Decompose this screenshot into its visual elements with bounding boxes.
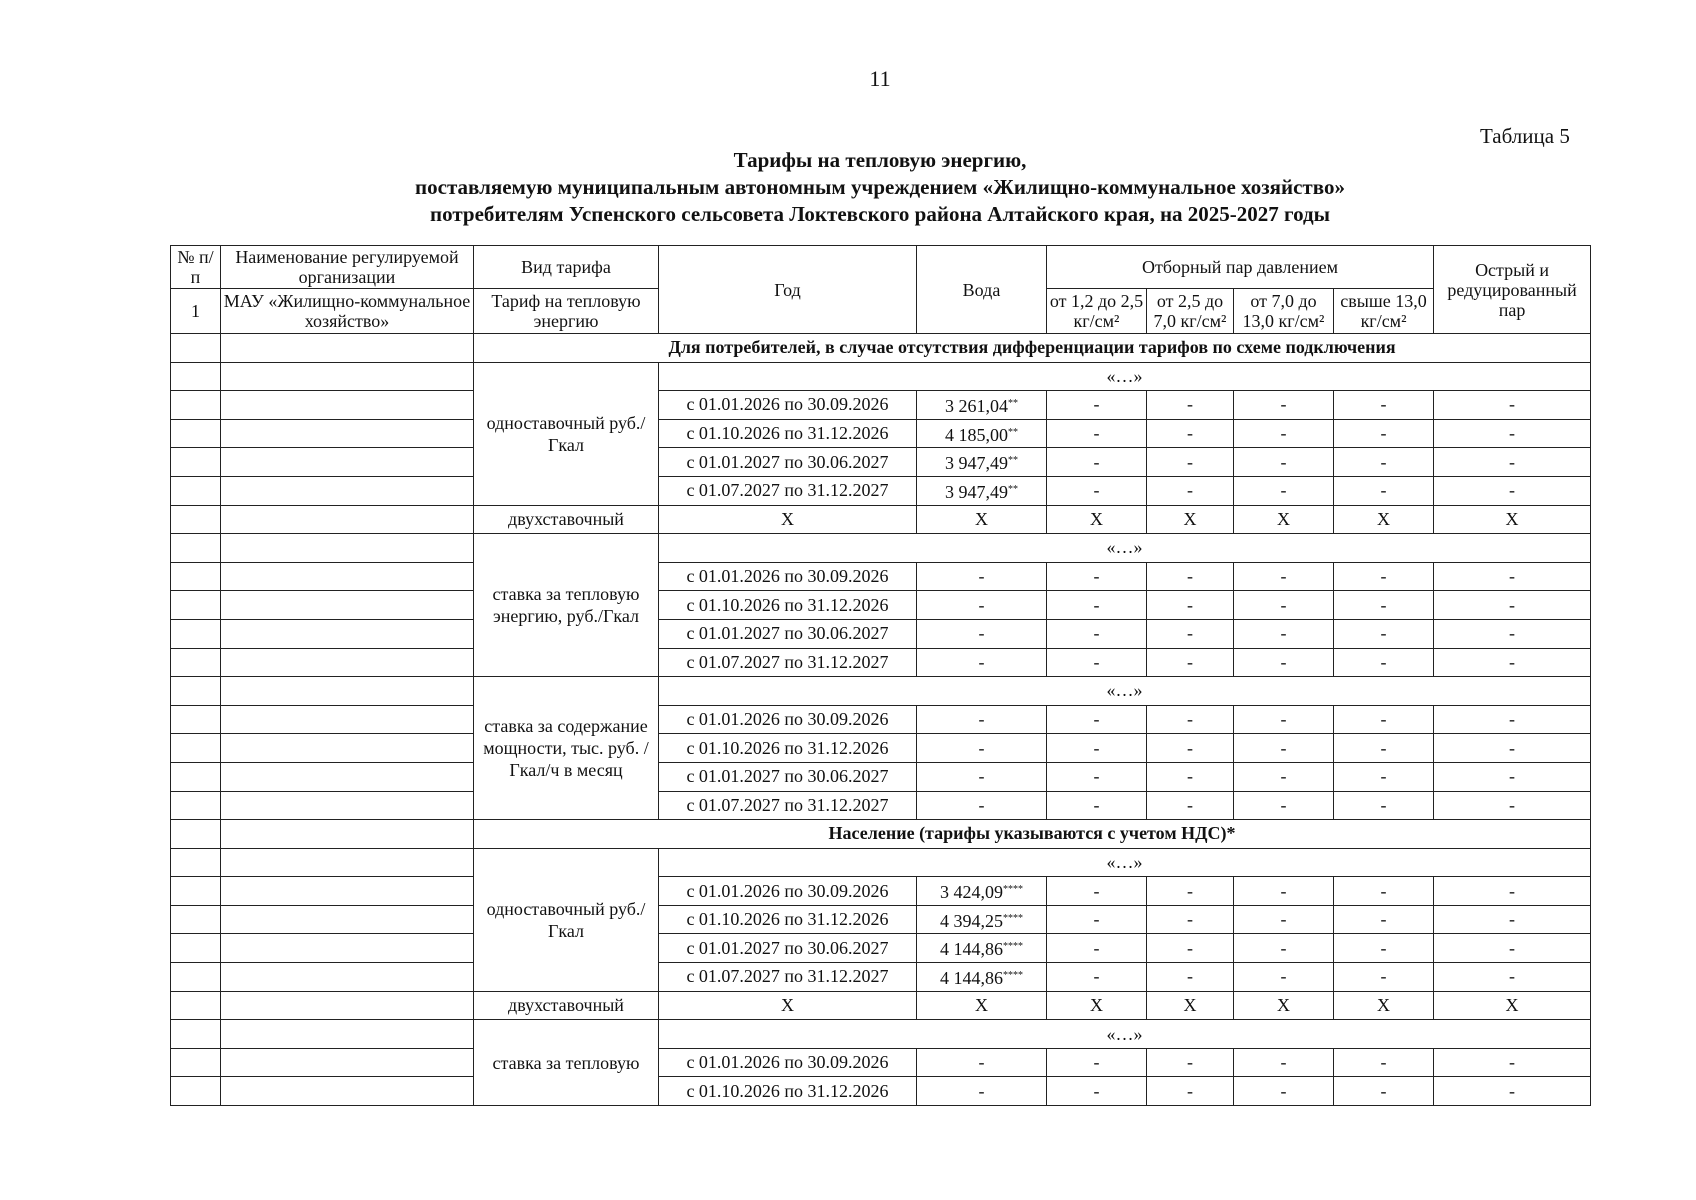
table-row xyxy=(171,905,1591,934)
dash-cell: - xyxy=(1047,963,1147,992)
section-heading: Для потребителей, в случае отсутствия дифференциации тарифов по схеме подключения xyxy=(474,334,1591,363)
table-row xyxy=(171,1077,1591,1106)
x-cell: X xyxy=(1234,991,1334,1020)
empty-cell xyxy=(171,762,221,791)
empty-cell xyxy=(221,705,474,734)
table-row xyxy=(171,505,1591,534)
ellipsis-cell: «…» xyxy=(659,1020,1591,1049)
empty-cell xyxy=(221,820,474,849)
empty-cell xyxy=(171,934,221,963)
period-cell: с 01.10.2026 по 31.12.2026 xyxy=(659,734,917,763)
tariff-two-rate: двухставочный xyxy=(474,991,659,1020)
dash-cell: - xyxy=(1334,705,1434,734)
page-number: 11 xyxy=(869,66,891,91)
tariff-single-rate: одноставочный руб./Гкал xyxy=(474,362,659,505)
dash-cell: - xyxy=(1047,476,1147,505)
header-steam-1: от 1,2 до 2,5 кг/см² xyxy=(1047,289,1147,334)
dash-cell: - xyxy=(1234,905,1334,934)
dash-cell: - xyxy=(917,619,1047,648)
dash-cell: - xyxy=(1147,648,1234,677)
empty-cell xyxy=(171,791,221,820)
period-cell: с 01.01.2027 по 30.06.2027 xyxy=(659,762,917,791)
dash-cell: - xyxy=(1334,391,1434,420)
period-cell: с 01.01.2026 по 30.09.2026 xyxy=(659,1048,917,1077)
empty-cell xyxy=(221,877,474,906)
dash-cell: - xyxy=(1434,734,1591,763)
value-text: 3 424,09 xyxy=(940,882,1003,903)
table-row xyxy=(171,934,1591,963)
dash-cell: - xyxy=(1434,648,1591,677)
header-steam-3: от 7,0 до 13,0 кг/см² xyxy=(1234,289,1334,334)
dash-cell: - xyxy=(1334,1048,1434,1077)
ellipsis-cell: «…» xyxy=(659,677,1591,706)
footnote-mark: ** xyxy=(1008,455,1018,467)
table-row xyxy=(171,1020,1591,1049)
table-row xyxy=(171,591,1591,620)
water-value xyxy=(917,391,1047,420)
document-title xyxy=(200,147,1560,228)
header-year: Год xyxy=(659,246,917,334)
dash-cell: - xyxy=(1147,1077,1234,1106)
dash-cell: - xyxy=(917,762,1047,791)
period-cell: с 01.01.2026 по 30.09.2026 xyxy=(659,877,917,906)
value-text: 3 261,04 xyxy=(945,395,1008,416)
dash-cell: - xyxy=(1147,419,1234,448)
dash-cell: - xyxy=(1047,1048,1147,1077)
footnote-mark: **** xyxy=(1003,941,1023,953)
dash-cell: - xyxy=(1234,877,1334,906)
period-cell: с 01.01.2027 по 30.06.2027 xyxy=(659,448,917,477)
empty-cell xyxy=(221,677,474,706)
x-cell: X xyxy=(1047,505,1147,534)
empty-cell xyxy=(171,648,221,677)
empty-cell xyxy=(171,848,221,877)
x-cell: X xyxy=(1234,505,1334,534)
dash-cell: - xyxy=(917,791,1047,820)
x-cell: X xyxy=(659,991,917,1020)
empty-cell xyxy=(221,334,474,363)
dash-cell: - xyxy=(1434,762,1591,791)
empty-cell xyxy=(221,762,474,791)
dash-cell: - xyxy=(1434,791,1591,820)
dash-cell: - xyxy=(1234,648,1334,677)
value-text: 4 185,00 xyxy=(945,424,1008,445)
ellipsis-cell: «…» xyxy=(659,534,1591,563)
dash-cell: - xyxy=(1047,391,1147,420)
empty-cell xyxy=(221,391,474,420)
dash-cell: - xyxy=(1434,905,1591,934)
dash-cell: - xyxy=(1434,448,1591,477)
dash-cell: - xyxy=(1234,934,1334,963)
dash-cell: - xyxy=(1147,762,1234,791)
dash-cell: - xyxy=(1434,619,1591,648)
period-cell: с 01.01.2026 по 30.09.2026 xyxy=(659,391,917,420)
dash-cell: - xyxy=(1434,705,1591,734)
dash-cell: - xyxy=(1047,648,1147,677)
empty-cell xyxy=(221,562,474,591)
header-steam-2: от 2,5 до 7,0 кг/см² xyxy=(1147,289,1234,334)
empty-cell xyxy=(171,362,221,391)
empty-cell xyxy=(171,419,221,448)
dash-cell: - xyxy=(1434,562,1591,591)
dash-cell: - xyxy=(1147,734,1234,763)
dash-cell: - xyxy=(1334,1077,1434,1106)
dash-cell: - xyxy=(1234,619,1334,648)
empty-cell xyxy=(221,934,474,963)
header-tariff-type: Вид тарифа xyxy=(474,246,659,289)
empty-cell xyxy=(221,419,474,448)
period-cell: с 01.10.2026 по 31.12.2026 xyxy=(659,1077,917,1106)
table-row xyxy=(171,677,1591,706)
period-cell: с 01.01.2026 по 30.09.2026 xyxy=(659,562,917,591)
period-cell: с 01.01.2027 по 30.06.2027 xyxy=(659,934,917,963)
dash-cell: - xyxy=(1234,1048,1334,1077)
empty-cell xyxy=(221,476,474,505)
table-row xyxy=(171,963,1591,992)
footnote-mark: ** xyxy=(1008,426,1018,438)
table-row xyxy=(171,734,1591,763)
dash-cell: - xyxy=(1234,591,1334,620)
table-row xyxy=(171,448,1591,477)
dash-cell: - xyxy=(1334,734,1434,763)
tariff-rate-energy: ставка за тепловую xyxy=(474,1020,659,1106)
dash-cell: - xyxy=(1434,391,1591,420)
empty-cell xyxy=(171,677,221,706)
dash-cell: - xyxy=(1147,391,1234,420)
period-cell: с 01.01.2027 по 30.06.2027 xyxy=(659,619,917,648)
dash-cell: - xyxy=(1147,705,1234,734)
dash-cell: - xyxy=(1434,1048,1591,1077)
empty-cell xyxy=(221,1048,474,1077)
empty-cell xyxy=(171,448,221,477)
dash-cell: - xyxy=(1334,934,1434,963)
empty-cell xyxy=(171,734,221,763)
empty-cell xyxy=(171,1077,221,1106)
table-row xyxy=(171,391,1591,420)
empty-cell xyxy=(171,820,221,849)
value-text: 3 947,49 xyxy=(945,481,1008,502)
empty-cell xyxy=(171,476,221,505)
water-value xyxy=(917,934,1047,963)
empty-cell xyxy=(221,1020,474,1049)
dash-cell: - xyxy=(1234,791,1334,820)
empty-cell xyxy=(171,991,221,1020)
x-cell: X xyxy=(1334,991,1434,1020)
dash-cell: - xyxy=(1147,905,1234,934)
x-cell: X xyxy=(1147,991,1234,1020)
dash-cell: - xyxy=(1047,591,1147,620)
value-text: 4 144,86 xyxy=(940,967,1003,988)
x-cell: X xyxy=(1047,991,1147,1020)
empty-cell xyxy=(171,591,221,620)
empty-cell xyxy=(171,505,221,534)
dash-cell: - xyxy=(917,648,1047,677)
empty-cell xyxy=(171,562,221,591)
dash-cell: - xyxy=(1334,648,1434,677)
table-row xyxy=(171,791,1591,820)
dash-cell: - xyxy=(1334,448,1434,477)
dash-cell: - xyxy=(1434,591,1591,620)
dash-cell: - xyxy=(1334,877,1434,906)
tariff-rate-energy: ставка за тепловую энергию, руб./Гкал xyxy=(474,534,659,677)
dash-cell: - xyxy=(1047,934,1147,963)
dash-cell: - xyxy=(1047,877,1147,906)
ellipsis-cell: «…» xyxy=(659,848,1591,877)
table-row xyxy=(171,476,1591,505)
table-row xyxy=(171,534,1591,563)
dash-cell: - xyxy=(1234,762,1334,791)
dash-cell: - xyxy=(1334,419,1434,448)
dash-cell: - xyxy=(1147,963,1234,992)
dash-cell: - xyxy=(1234,562,1334,591)
empty-cell xyxy=(171,1048,221,1077)
dash-cell: - xyxy=(1047,448,1147,477)
empty-cell xyxy=(171,905,221,934)
dash-cell: - xyxy=(1234,963,1334,992)
empty-cell xyxy=(221,362,474,391)
empty-cell xyxy=(171,334,221,363)
dash-cell: - xyxy=(1434,877,1591,906)
row-number: 1 xyxy=(171,289,221,334)
dash-cell: - xyxy=(917,1077,1047,1106)
dash-cell: - xyxy=(1047,762,1147,791)
table-row xyxy=(171,820,1591,849)
empty-cell xyxy=(221,619,474,648)
table-row xyxy=(171,762,1591,791)
period-cell: с 01.10.2026 по 31.12.2026 xyxy=(659,905,917,934)
dash-cell: - xyxy=(1434,419,1591,448)
empty-cell xyxy=(221,848,474,877)
water-value xyxy=(917,963,1047,992)
dash-cell: - xyxy=(1147,476,1234,505)
empty-cell xyxy=(221,1077,474,1106)
tariff-kind: Тариф на тепловую энергию xyxy=(474,289,659,334)
table-row xyxy=(171,334,1591,363)
dash-cell: - xyxy=(1234,1077,1334,1106)
table-row xyxy=(171,877,1591,906)
period-cell: с 01.07.2027 по 31.12.2027 xyxy=(659,476,917,505)
dash-cell: - xyxy=(1334,476,1434,505)
dash-cell: - xyxy=(1334,963,1434,992)
header-water: Вода xyxy=(917,246,1047,334)
footnote-mark: **** xyxy=(1003,912,1023,924)
empty-cell xyxy=(221,505,474,534)
table-row xyxy=(171,705,1591,734)
footnote-mark: ** xyxy=(1008,483,1018,495)
header-steam-4: свыше 13,0 кг/см² xyxy=(1334,289,1434,334)
dash-cell: - xyxy=(1234,448,1334,477)
section-heading: Население (тарифы указываются с учетом НДС)* xyxy=(474,820,1591,849)
dash-cell: - xyxy=(1434,1077,1591,1106)
footnote-mark: **** xyxy=(1003,884,1023,896)
dash-cell: - xyxy=(917,705,1047,734)
ellipsis-cell: «…» xyxy=(659,362,1591,391)
period-cell: с 01.01.2026 по 30.09.2026 xyxy=(659,705,917,734)
dash-cell: - xyxy=(1434,934,1591,963)
table-row xyxy=(171,562,1591,591)
table-row xyxy=(171,619,1591,648)
empty-cell xyxy=(221,991,474,1020)
title-line-2: поставляемую муниципальным автономным учреждением «Жилищно-коммунальное хозяйство» xyxy=(415,175,1345,199)
empty-cell xyxy=(221,591,474,620)
empty-cell xyxy=(221,905,474,934)
dash-cell: - xyxy=(1234,391,1334,420)
dash-cell: - xyxy=(917,1048,1047,1077)
dash-cell: - xyxy=(1334,591,1434,620)
value-text: 3 947,49 xyxy=(945,453,1008,474)
organization-name: МАУ «Жилищно-коммунальное хозяйство» xyxy=(221,289,474,334)
header-num: № п/п xyxy=(171,246,221,289)
water-value xyxy=(917,905,1047,934)
table-row xyxy=(171,648,1591,677)
empty-cell xyxy=(221,648,474,677)
x-cell: X xyxy=(1434,505,1591,534)
dash-cell: - xyxy=(1147,1048,1234,1077)
header-sharp-steam: Острый и редуцированный пар xyxy=(1434,246,1591,334)
dash-cell: - xyxy=(1434,963,1591,992)
empty-cell xyxy=(221,534,474,563)
header-row-1 xyxy=(171,246,1591,289)
tariff-single-rate: одноставочный руб./Гкал xyxy=(474,848,659,991)
dash-cell: - xyxy=(1147,934,1234,963)
x-cell: X xyxy=(1147,505,1234,534)
dash-cell: - xyxy=(917,591,1047,620)
dash-cell: - xyxy=(1434,476,1591,505)
dash-cell: - xyxy=(1147,562,1234,591)
empty-cell xyxy=(221,791,474,820)
dash-cell: - xyxy=(1234,734,1334,763)
dash-cell: - xyxy=(1147,791,1234,820)
tariff-two-rate: двухставочный xyxy=(474,505,659,534)
table-row xyxy=(171,1048,1591,1077)
dash-cell: - xyxy=(1334,905,1434,934)
x-cell: X xyxy=(1334,505,1434,534)
empty-cell xyxy=(221,963,474,992)
water-value xyxy=(917,476,1047,505)
dash-cell: - xyxy=(1334,762,1434,791)
dash-cell: - xyxy=(1147,619,1234,648)
empty-cell xyxy=(171,705,221,734)
title-line-1: Тарифы на тепловую энергию, xyxy=(733,148,1027,172)
x-cell: X xyxy=(1434,991,1591,1020)
dash-cell: - xyxy=(1047,905,1147,934)
empty-cell xyxy=(171,619,221,648)
dash-cell: - xyxy=(1234,476,1334,505)
table-row xyxy=(171,991,1591,1020)
title-line-3: потребителям Успенского сельсовета Локтевского района Алтайского края, на 2025-2027 годы xyxy=(430,202,1330,226)
header-steam: Отборный пар давлением xyxy=(1047,246,1434,289)
dash-cell: - xyxy=(1047,619,1147,648)
dash-cell: - xyxy=(1147,591,1234,620)
table-row xyxy=(171,362,1591,391)
tariff-table xyxy=(170,245,1591,1106)
dash-cell: - xyxy=(1047,562,1147,591)
dash-cell: - xyxy=(1334,562,1434,591)
period-cell: с 01.07.2027 по 31.12.2027 xyxy=(659,791,917,820)
water-value xyxy=(917,448,1047,477)
empty-cell xyxy=(171,1020,221,1049)
header-org-name: Наименование регулируемой организации xyxy=(221,246,474,289)
dash-cell: - xyxy=(917,562,1047,591)
table-row xyxy=(171,848,1591,877)
dash-cell: - xyxy=(1147,448,1234,477)
period-cell: с 01.10.2026 по 31.12.2026 xyxy=(659,591,917,620)
footnote-mark: **** xyxy=(1003,969,1023,981)
empty-cell xyxy=(221,448,474,477)
empty-cell xyxy=(221,734,474,763)
water-value xyxy=(917,419,1047,448)
table-label: Таблица 5 xyxy=(1480,124,1570,148)
dash-cell: - xyxy=(1047,734,1147,763)
x-cell: X xyxy=(917,991,1047,1020)
period-cell: с 01.07.2027 по 31.12.2027 xyxy=(659,648,917,677)
empty-cell xyxy=(171,391,221,420)
dash-cell: - xyxy=(1047,705,1147,734)
dash-cell: - xyxy=(1234,419,1334,448)
table-row xyxy=(171,419,1591,448)
dash-cell: - xyxy=(1047,1077,1147,1106)
empty-cell xyxy=(171,534,221,563)
tariff-rate-capacity: ставка за содержание мощности, тыс. руб. /Гкал/ч в месяц xyxy=(474,677,659,820)
dash-cell: - xyxy=(1234,705,1334,734)
x-cell: X xyxy=(917,505,1047,534)
empty-cell xyxy=(171,877,221,906)
dash-cell: - xyxy=(1147,877,1234,906)
footnote-mark: ** xyxy=(1008,397,1018,409)
dash-cell: - xyxy=(917,734,1047,763)
value-text: 4 144,86 xyxy=(940,939,1003,960)
dash-cell: - xyxy=(1334,619,1434,648)
water-value xyxy=(917,877,1047,906)
value-text: 4 394,25 xyxy=(940,910,1003,931)
empty-cell xyxy=(171,963,221,992)
period-cell: с 01.10.2026 по 31.12.2026 xyxy=(659,419,917,448)
period-cell: с 01.07.2027 по 31.12.2027 xyxy=(659,963,917,992)
dash-cell: - xyxy=(1047,791,1147,820)
x-cell: X xyxy=(659,505,917,534)
dash-cell: - xyxy=(1334,791,1434,820)
dash-cell: - xyxy=(1047,419,1147,448)
